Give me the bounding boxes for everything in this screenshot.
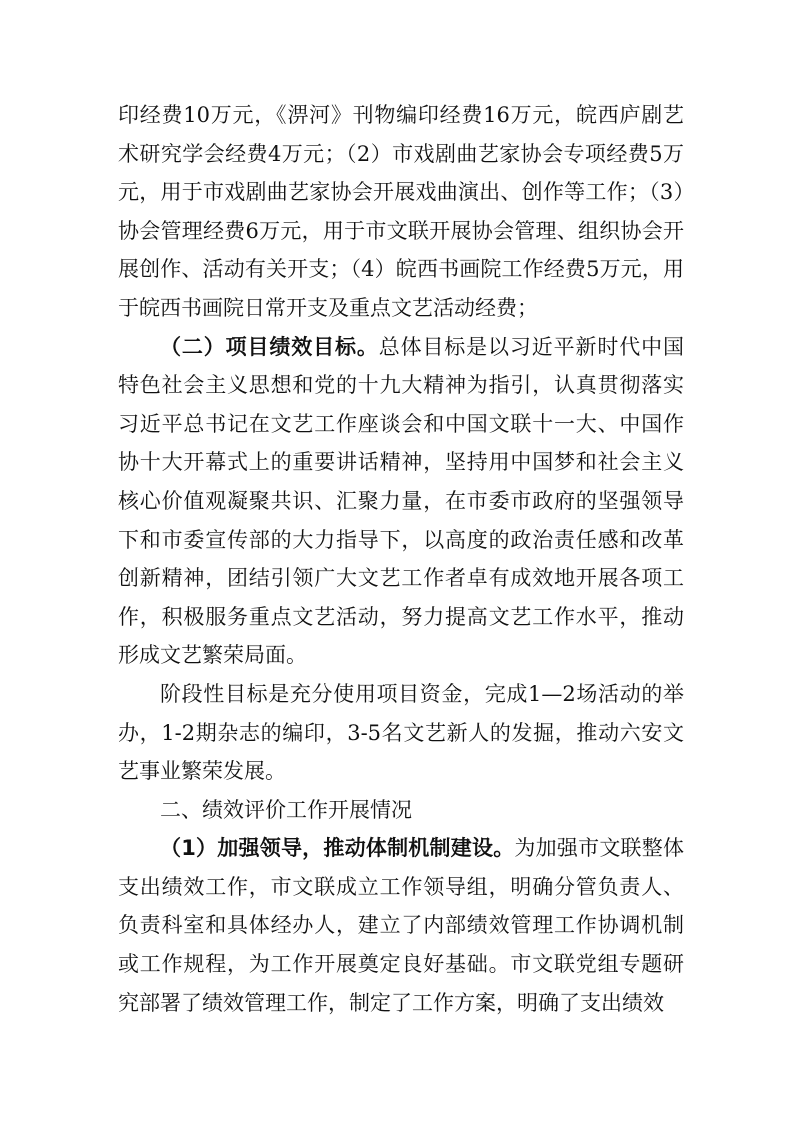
section-lead-leadership: （1）加强领导，推动体制机制建设。 (160, 836, 515, 861)
paragraph-funding-details: 印经费10万元，《淠河》刊物编印经费16万元，皖西庐剧艺术研究学会经费4万元；（2）市戏剧曲艺家协会专项经费5万元，用于市戏剧曲艺家协会开展戏曲演出、创作等工作；（3）协会管理经费6万元，用于市文联开展协会管理、组织协会开展创作、活动有关开支；（4）皖西书画院工作经费5万元，用于皖西书画院日常开支及重点文艺活动经费； (118, 103, 684, 320)
paragraph-phase-goals: 阶段性目标是充分使用项目资金，完成1—2场活动的举办，1-2期杂志的编印，3-5名文艺新人的发掘，推动六安文艺事业繁荣发展。 (118, 681, 684, 784)
section-heading-evaluation: 二、绩效评价工作开展情况 (160, 797, 412, 822)
paragraph-performance-goals-body: 总体目标是以习近平新时代中国特色社会主义思想和党的十九大精神为指引，认真贯彻落实习近平总书记在文艺工作座谈会和中国文联十一大、中国作协十大开幕式上的重要讲话精神，坚持用中国梦和社会主义核心价值观凝聚共识、汇聚力量，在市委市政府的坚强领导下和市委宣传部的大力指导下，以高度的政治责任感和改革创新精神，团结引领广大文艺工作者卓有成效地开展各项工作，积极服务重点文艺活动，努力提高文艺工作水平，推动形成文艺繁荣局面。 (118, 334, 685, 668)
section-lead-performance-goals: （二）项目绩效目标。 (160, 334, 379, 359)
paragraph-leadership-body: 为加强市文联整体支出绩效工作，市文联成立工作领导组，明确分管负责人、负责科室和具体经办人，建立了内部绩效管理工作协调机制或工作规程，为工作开展奠定良好基础。市文联党组专题研究部署了绩效管理工作，制定了工作方案，明确了支出绩效 (118, 836, 684, 1015)
paragraph-leadership (118, 829, 684, 1022)
paragraph-performance-goals (118, 328, 684, 675)
document-page (118, 96, 684, 1022)
